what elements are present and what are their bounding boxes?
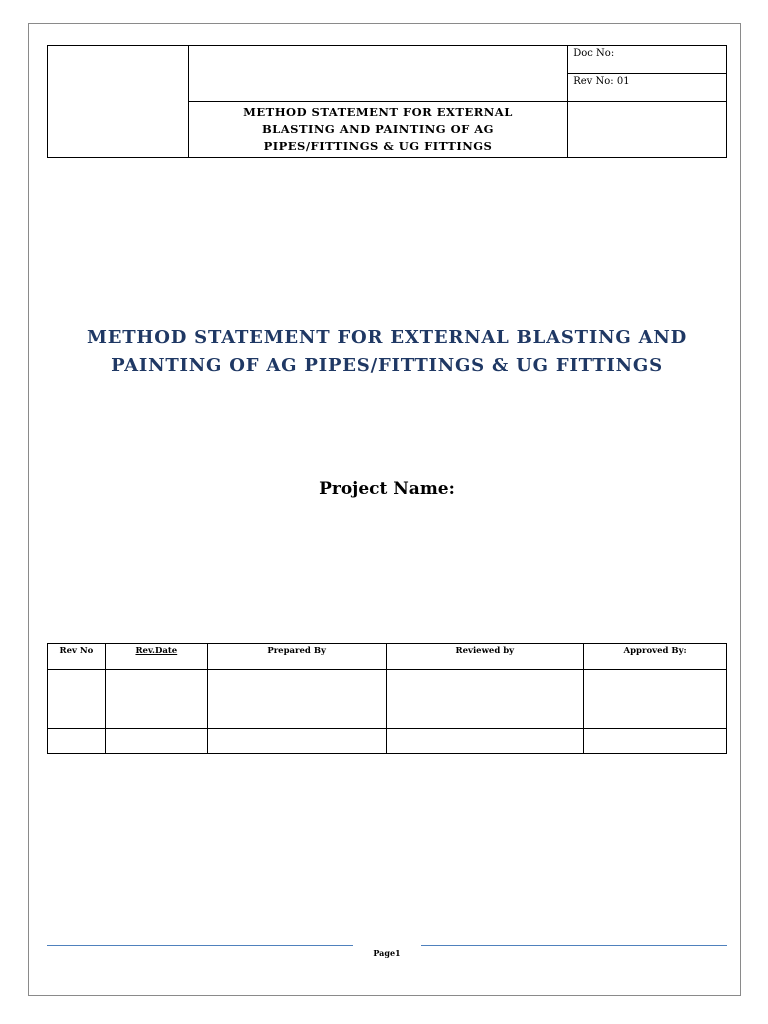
col-reviewed-by: Reviewed by bbox=[386, 644, 584, 670]
header-title-line: METHOD STATEMENT FOR EXTERNAL bbox=[243, 105, 513, 119]
rev-no-cell bbox=[568, 74, 727, 102]
footer-divider-left bbox=[47, 945, 353, 946]
doc-no-label: Doc No: bbox=[573, 48, 615, 59]
main-title-line: PAINTING OF AG PIPES/FITTINGS & UG FITTINGS bbox=[111, 355, 663, 376]
table-cell bbox=[48, 670, 106, 729]
revision-table bbox=[47, 643, 727, 754]
table-row bbox=[48, 670, 727, 729]
table-cell bbox=[386, 670, 584, 729]
table-cell bbox=[584, 670, 727, 729]
header-blank-cell bbox=[188, 46, 568, 102]
revision-table-header bbox=[48, 644, 727, 670]
page-frame bbox=[28, 23, 741, 996]
page-number: Page1 bbox=[373, 948, 401, 958]
table-cell bbox=[48, 729, 106, 754]
table-cell bbox=[105, 729, 207, 754]
rev-no-label: Rev No: 01 bbox=[573, 76, 630, 87]
header-empty-cell bbox=[568, 102, 727, 158]
col-approved-by: Approved By: bbox=[584, 644, 727, 670]
table-cell bbox=[207, 729, 386, 754]
main-title bbox=[47, 324, 727, 380]
project-name-label: Project Name: bbox=[319, 479, 455, 499]
table-cell bbox=[386, 729, 584, 754]
main-title-line: METHOD STATEMENT FOR EXTERNAL BLASTING AND bbox=[86, 327, 688, 348]
col-rev-no: Rev No bbox=[48, 644, 106, 670]
header-title bbox=[188, 102, 568, 158]
footer-divider-right bbox=[421, 945, 727, 946]
header-title-line: BLASTING AND PAINTING OF AG bbox=[261, 122, 494, 136]
header-title-line: PIPES/FITTINGS & UG FITTINGS bbox=[263, 139, 493, 153]
header-table bbox=[47, 45, 727, 158]
table-cell bbox=[584, 729, 727, 754]
table-cell bbox=[105, 670, 207, 729]
col-rev-date: Rev.Date bbox=[105, 644, 207, 670]
table-cell bbox=[207, 670, 386, 729]
table-row bbox=[48, 729, 727, 754]
col-prepared-by: Prepared By bbox=[207, 644, 386, 670]
doc-no-cell bbox=[568, 46, 727, 74]
header-logo-cell bbox=[48, 46, 189, 158]
